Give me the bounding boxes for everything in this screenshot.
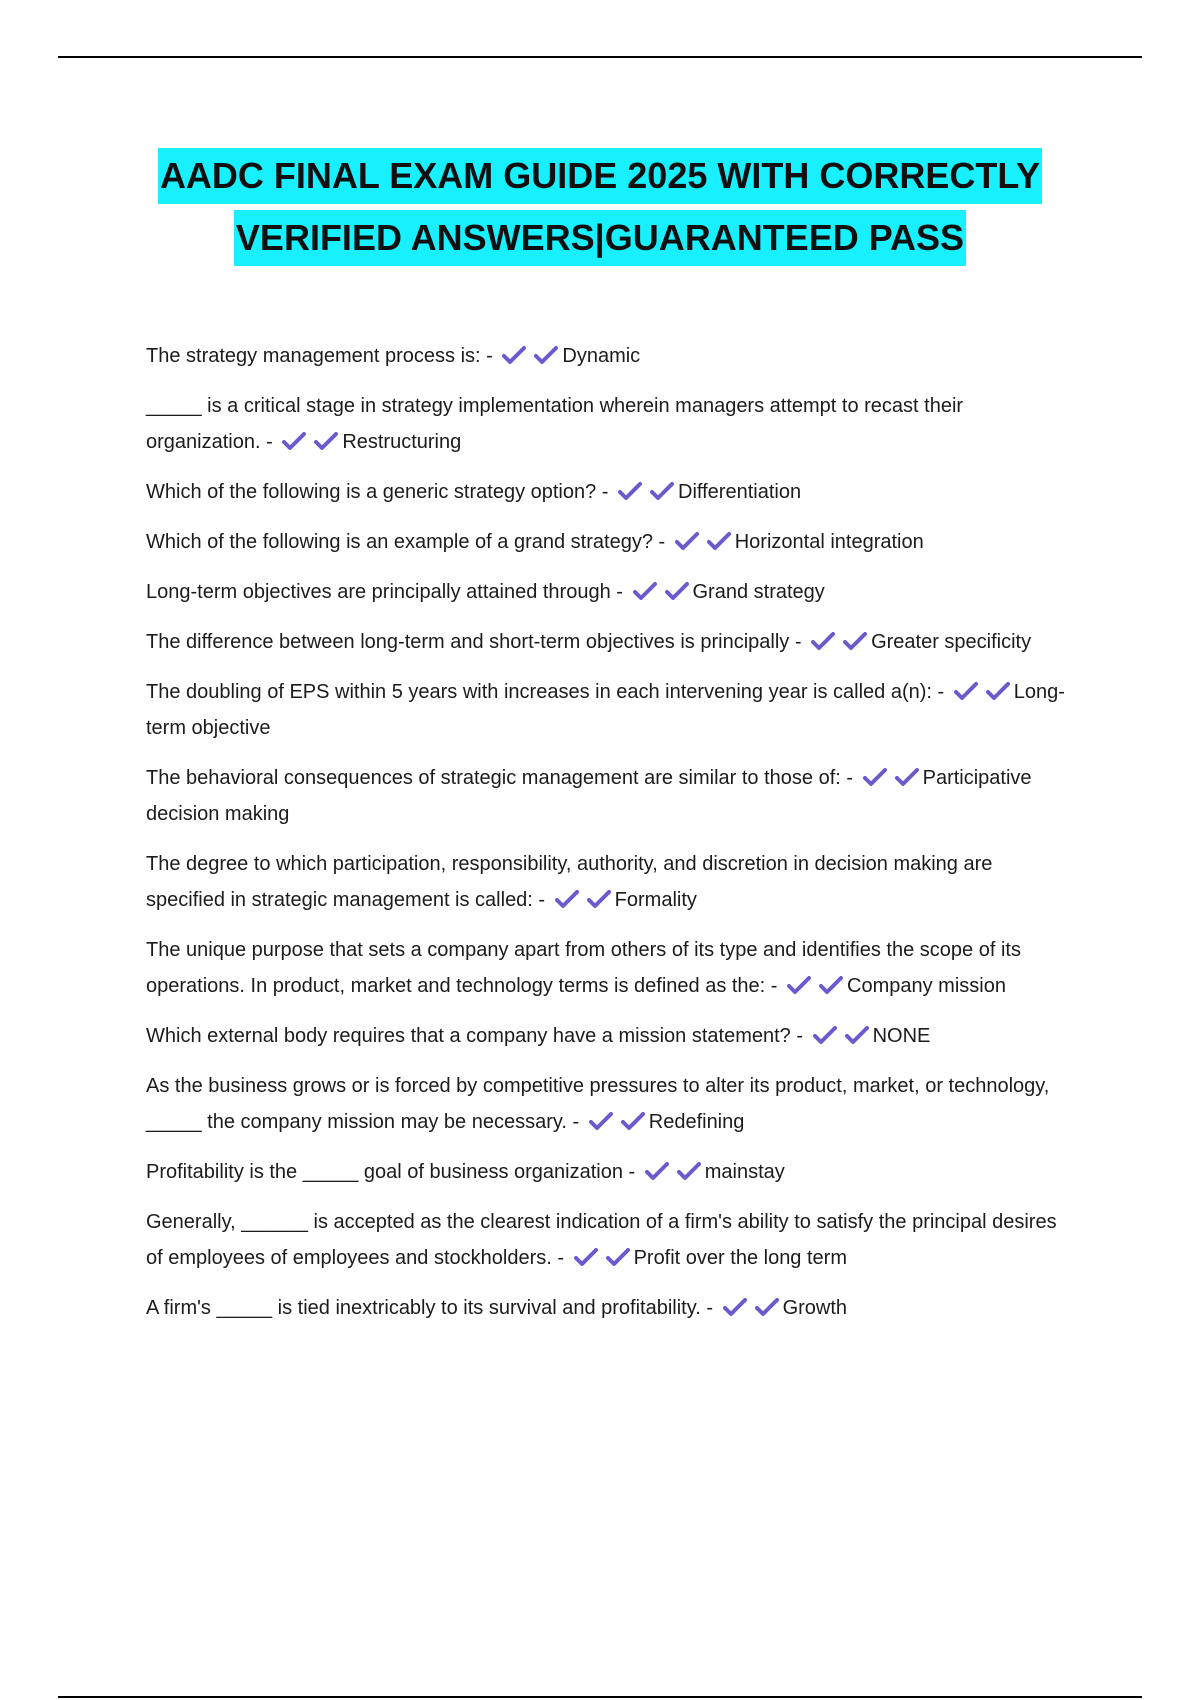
qa-item (146, 1290, 1076, 1326)
checkmark-icon (863, 767, 889, 787)
checkmark-icon (502, 345, 528, 365)
page-title (0, 148, 1200, 272)
answer-text: Dynamic (562, 345, 641, 367)
answer-text: Participative decision making (146, 767, 1032, 825)
question-text: Profitability is the _____ goal of business organization - (146, 1161, 636, 1183)
answer-text: Grand strategy (692, 581, 825, 603)
checkmark-icon (282, 431, 308, 451)
qa-item (146, 932, 1076, 1004)
question-text: Which of the following is a generic strategy option? - (146, 481, 609, 503)
checkmark-icon (755, 1297, 781, 1317)
question-text: Which of the following is an example of a grand strategy? - (146, 531, 666, 553)
answer-text: Differentiation (678, 481, 802, 503)
qa-item (146, 574, 1076, 610)
question-text: Long-term objectives are principally attained through - (146, 581, 623, 603)
title-line-1: AADC FINAL EXAM GUIDE 2025 WITH CORRECTLY (158, 148, 1042, 204)
checkmark-icon (787, 975, 813, 995)
answer-text: Long-term objective (146, 681, 1065, 739)
qa-item (146, 846, 1076, 918)
question-text: A firm's _____ is tied inextricably to its survival and profitability. - (146, 1297, 714, 1319)
question-answer-list (146, 338, 1076, 1340)
checkmark-icon (813, 1025, 839, 1045)
question-text: The unique purpose that sets a company apart from others of its type and identifies the scope of its operations. In product, market and technology terms is defined as the: - (146, 939, 1021, 997)
checkmark-icon (534, 345, 560, 365)
qa-item (146, 1018, 1076, 1054)
answer-text: Redefining (648, 1111, 745, 1133)
answer-text: Company mission (847, 975, 1006, 997)
checkmark-icon (954, 681, 980, 701)
qa-item (146, 1154, 1076, 1190)
checkmark-icon (895, 767, 921, 787)
checkmark-icon (587, 889, 613, 909)
qa-item (146, 474, 1076, 510)
checkmark-icon (606, 1247, 632, 1267)
checkmark-icon (843, 631, 869, 651)
question-text: The doubling of EPS within 5 years with increases in each intervening year is called a(n): - (146, 681, 945, 703)
answer-text: Horizontal integration (734, 531, 924, 553)
answer-text: Greater specificity (871, 631, 1032, 653)
checkmark-icon (645, 1161, 671, 1181)
qa-item (146, 1068, 1076, 1140)
answer-text: NONE (872, 1025, 931, 1047)
checkmark-icon (314, 431, 340, 451)
qa-item (146, 674, 1076, 746)
footer-divider (58, 1696, 1142, 1698)
question-text: Generally, ______ is accepted as the clearest indication of a firm's ability to satisfy the principal desires of employees of employees and stockholders. - (146, 1211, 1057, 1269)
qa-item (146, 524, 1076, 560)
qa-item (146, 338, 1076, 374)
qa-item (146, 1204, 1076, 1276)
checkmark-icon (675, 531, 701, 551)
qa-item (146, 388, 1076, 460)
question-text: As the business grows or is forced by competitive pressures to alter its product, market, or technology, _____ the company mission may be necessary. - (146, 1075, 1050, 1133)
checkmark-icon (811, 631, 837, 651)
checkmark-icon (845, 1025, 871, 1045)
answer-text: Restructuring (342, 431, 462, 453)
checkmark-icon (665, 581, 691, 601)
checkmark-icon (723, 1297, 749, 1317)
header-divider (58, 56, 1142, 58)
qa-item (146, 760, 1076, 832)
title-line-2: VERIFIED ANSWERS|GUARANTEED PASS (234, 210, 966, 266)
qa-item (146, 624, 1076, 660)
answer-text: Formality (614, 889, 697, 911)
question-text: The behavioral consequences of strategic management are similar to those of: - (146, 767, 854, 789)
checkmark-icon (677, 1161, 703, 1181)
checkmark-icon (650, 481, 676, 501)
checkmark-icon (589, 1111, 615, 1131)
checkmark-icon (621, 1111, 647, 1131)
question-text: The difference between long-term and short-term objectives is principally - (146, 631, 802, 653)
answer-text: mainstay (704, 1161, 785, 1183)
question-text: _____ is a critical stage in strategy implementation wherein managers attempt to recast their organization. - (146, 395, 964, 453)
checkmark-icon (633, 581, 659, 601)
checkmark-icon (618, 481, 644, 501)
question-text: The strategy management process is: - (146, 345, 493, 367)
checkmark-icon (555, 889, 581, 909)
checkmark-icon (707, 531, 733, 551)
answer-text: Profit over the long term (633, 1247, 847, 1269)
answer-text: Growth (782, 1297, 848, 1319)
checkmark-icon (986, 681, 1012, 701)
question-text: Which external body requires that a company have a mission statement? - (146, 1025, 803, 1047)
question-text: The degree to which participation, responsibility, authority, and discretion in decision making are specified in strategic management is called: - (146, 853, 993, 911)
checkmark-icon (819, 975, 845, 995)
checkmark-icon (574, 1247, 600, 1267)
